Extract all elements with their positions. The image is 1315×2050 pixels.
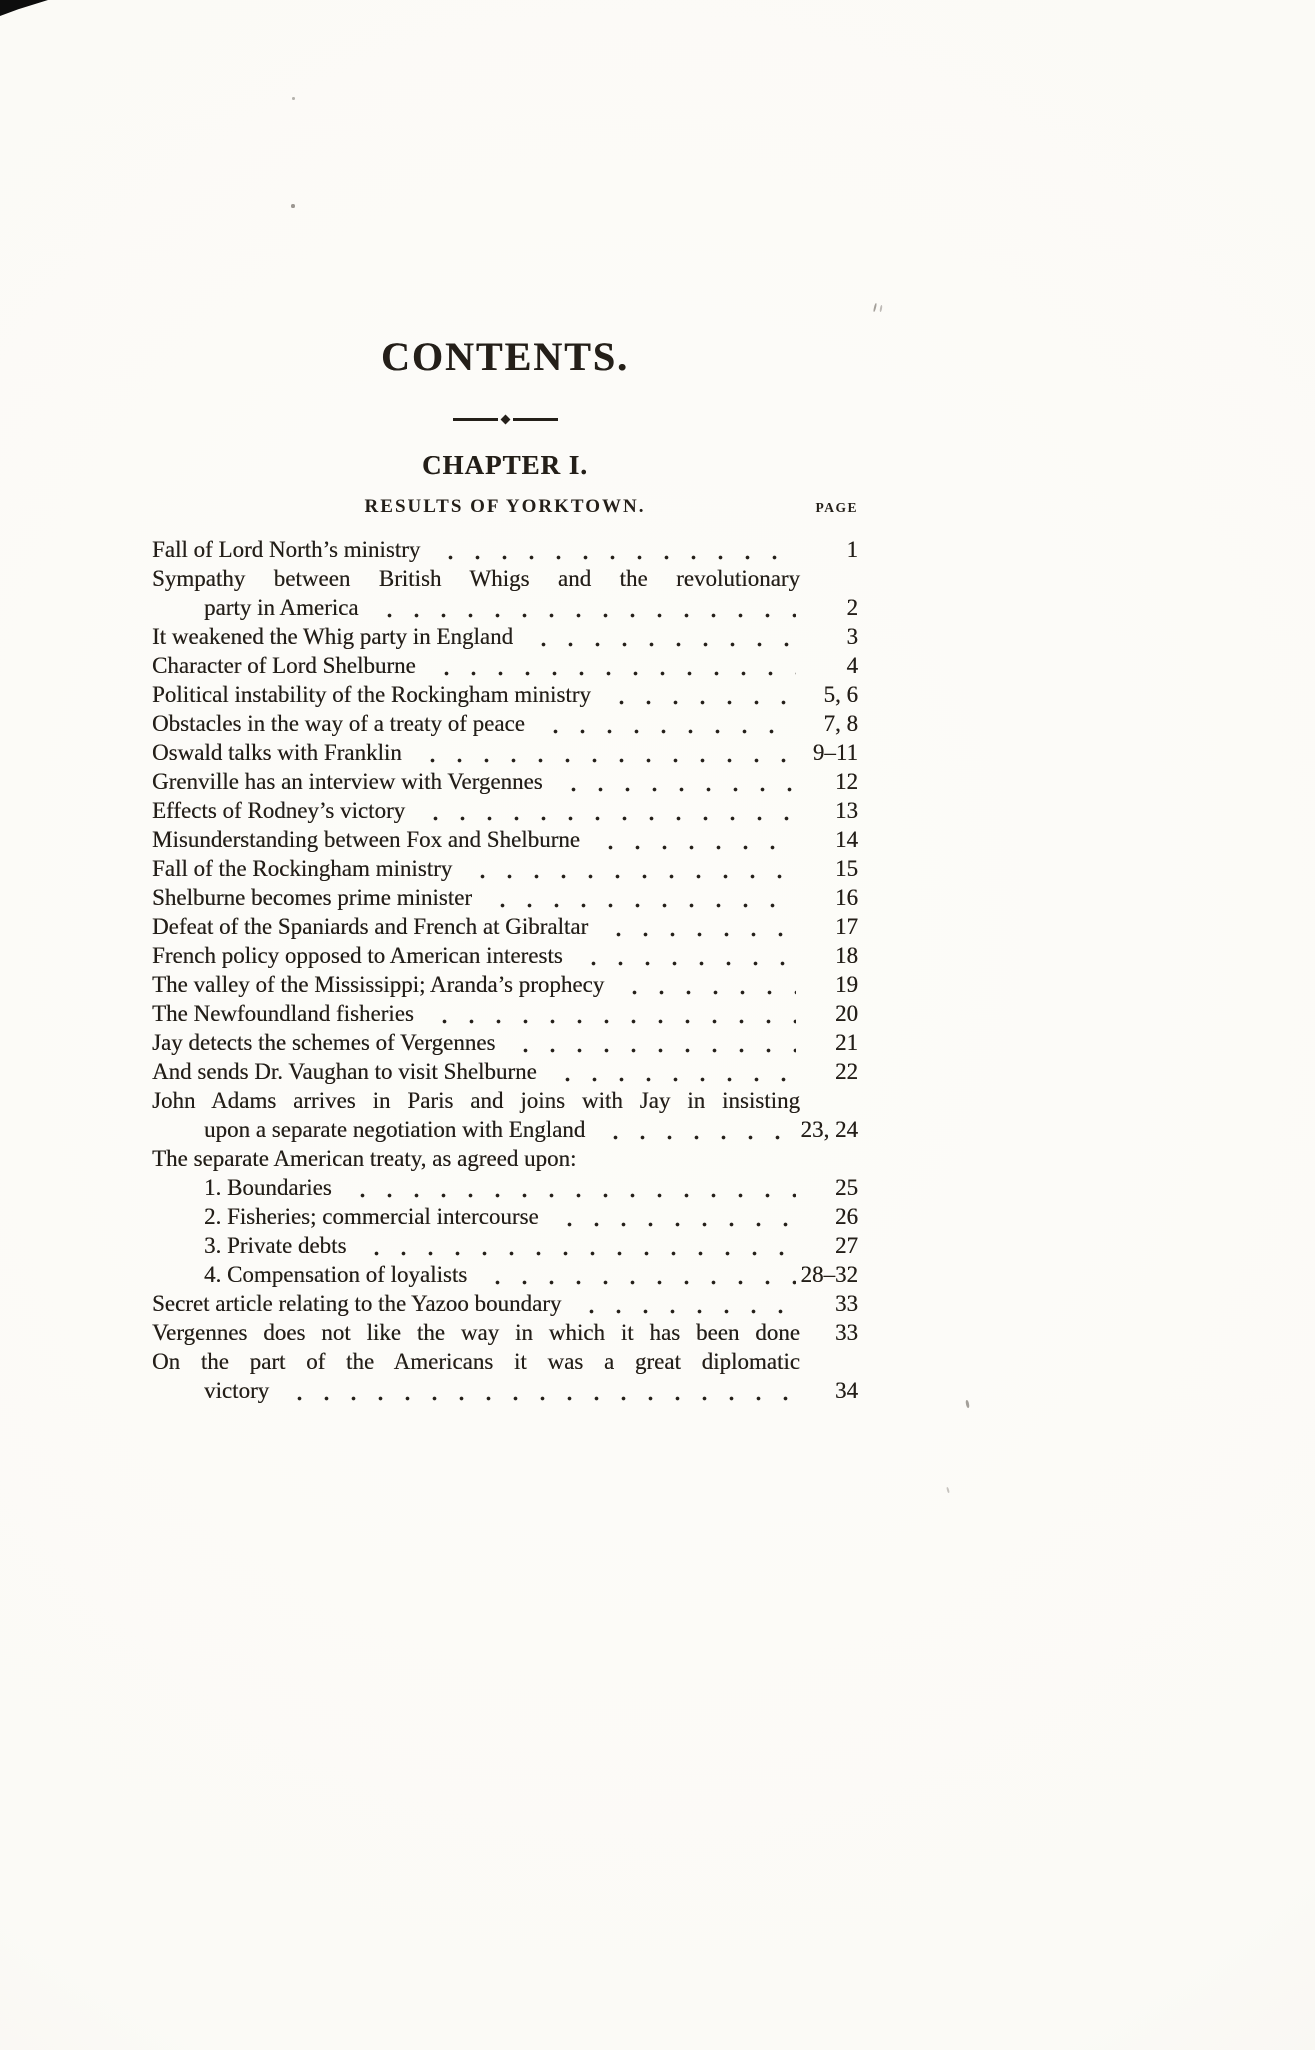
chapter-heading: CHAPTER I. [421, 450, 588, 480]
toc-entry-text: Vergennes does not like the way in which it has been done [152, 1320, 800, 1345]
toc-page-number: 28–32 [800, 1262, 858, 1287]
toc-entry-text: 1. Boundaries [204, 1175, 332, 1200]
toc-page-number: 3 [846, 624, 858, 649]
toc-page-number: 33 [835, 1320, 858, 1345]
toc-entry-text: Grenville has an interview with Vergennes [152, 769, 543, 794]
dot-leader [341, 1173, 796, 1202]
dot-leader [613, 970, 796, 999]
dot-leader [278, 1376, 796, 1405]
toc-page-number: 13 [835, 798, 858, 823]
toc-page-number: 20 [835, 1001, 858, 1026]
dot-leader [552, 767, 796, 796]
toc-entry-line [152, 883, 858, 912]
toc-page-number: 7, 8 [823, 711, 858, 736]
toc-entry-text: John Adams arrives in Paris and joins with Jay in insisting [152, 1088, 800, 1113]
toc-entry-text: Fall of Lord North’s ministry [152, 537, 421, 562]
toc-entry-line [152, 651, 858, 680]
toc-entry-text: The valley of the Mississippi; Aranda’s prophecy [152, 972, 605, 997]
toc-entry-line [152, 622, 858, 651]
dot-leader [423, 999, 796, 1028]
contents-column [152, 0, 858, 1405]
toc-entry-line [152, 1057, 858, 1086]
toc-entry-line [152, 1376, 858, 1405]
toc-page-number: 15 [835, 856, 858, 881]
toc-page-number: 21 [835, 1030, 858, 1055]
toc-entry-line [152, 564, 858, 593]
toc-entry-text: 2. Fisheries; commercial intercourse [204, 1204, 539, 1229]
toc-page-number: 19 [835, 972, 858, 997]
toc-entry-line [152, 825, 858, 854]
toc-entry-line [152, 1028, 858, 1057]
toc-page-number: 17 [835, 914, 858, 939]
divider-rule [453, 418, 498, 421]
toc-entry-line [152, 535, 858, 564]
page-title: CONTENTS. [380, 334, 630, 379]
toc-page-number: 14 [835, 827, 858, 852]
toc-entry-text: Effects of Rodney’s victory [152, 798, 406, 823]
toc-page-number: 27 [835, 1233, 858, 1258]
toc-entry-line [152, 709, 858, 738]
toc-entry-line [152, 941, 858, 970]
dot-leader [572, 941, 796, 970]
toc-page-number: 1 [846, 537, 858, 562]
toc-entry-text: Sympathy between British Whigs and the revolutionary [152, 566, 800, 591]
toc-entry-text: Defeat of the Spaniards and French at Gibraltar [152, 914, 589, 939]
dot-leader [548, 1202, 796, 1231]
dot-leader [429, 535, 796, 564]
section-heading: RESULTS OF YORKTOWN. [364, 496, 646, 517]
toc-page-number: 25 [835, 1175, 858, 1200]
toc-entry-text: The separate American treaty, as agreed upon: [152, 1146, 577, 1171]
toc-entry-text: It weakened the Whig party in England [152, 624, 514, 649]
dot-leader [411, 738, 796, 767]
dot-leader [476, 1260, 796, 1289]
dot-leader [368, 593, 796, 622]
toc-entry-text: Shelburne becomes prime minister [152, 885, 473, 910]
toc-entry-line [152, 1202, 858, 1231]
toc-page-number: 18 [835, 943, 858, 968]
section-row [152, 494, 858, 520]
toc-entry-line [152, 1347, 858, 1376]
toc-entry-line [152, 1173, 858, 1202]
toc-entry-text: Character of Lord Shelburne [152, 653, 416, 678]
scan-speck [965, 1400, 970, 1408]
toc-entry-line [152, 1231, 858, 1260]
toc-page-number: 12 [835, 769, 858, 794]
toc-page-number: 23, 24 [800, 1117, 858, 1142]
toc-entry-text: Fall of the Rockingham ministry [152, 856, 453, 881]
dot-leader [425, 651, 796, 680]
toc-entry-text: French policy opposed to American interests [152, 943, 563, 968]
dot-leader [589, 825, 796, 854]
dot-leader [546, 1057, 796, 1086]
toc-entry-text: 3. Private debts [204, 1233, 347, 1258]
dot-leader [504, 1028, 796, 1057]
toc-entry-text: And sends Dr. Vaughan to visit Shelburne [152, 1059, 537, 1084]
dot-leader [570, 1289, 796, 1318]
dot-leader [522, 622, 796, 651]
toc-entry-line [152, 1318, 858, 1347]
toc-entry-line [152, 912, 858, 941]
toc-entry-line [152, 1086, 858, 1115]
toc-entry-line [152, 999, 858, 1028]
toc-entry-text: 4. Compensation of loyalists [204, 1262, 468, 1287]
scan-corner-mark [0, 0, 48, 16]
toc-entry-text: Jay detects the schemes of Vergennes [152, 1030, 496, 1055]
page-column-label: PAGE [815, 500, 858, 515]
scan-speck [946, 1487, 950, 1493]
toc-entry-text: On the part of the Americans it was a great diplomatic [152, 1349, 800, 1374]
toc-entry-line [152, 738, 858, 767]
scan-speck [879, 305, 882, 312]
toc-page-number: 34 [835, 1378, 858, 1403]
toc-page-number: 5, 6 [823, 682, 858, 707]
toc-entry-text: upon a separate negotiation with England [204, 1117, 586, 1142]
toc-entry-text: Obstacles in the way of a treaty of peace [152, 711, 525, 736]
toc-entry-line [152, 767, 858, 796]
dot-leader [594, 1115, 796, 1144]
toc-page-number: 22 [835, 1059, 858, 1084]
toc-entry-line [152, 680, 858, 709]
diamond-ornament [500, 415, 510, 425]
divider-rule [513, 418, 558, 421]
toc-entry-line [152, 1260, 858, 1289]
dot-leader [481, 883, 796, 912]
toc-entry-text: Political instability of the Rockingham ministry [152, 682, 591, 707]
toc-page-number: 16 [835, 885, 858, 910]
toc-page-number: 33 [835, 1291, 858, 1316]
toc-entry-text: The Newfoundland fisheries [152, 1001, 414, 1026]
toc-page-number: 26 [835, 1204, 858, 1229]
toc-entry-line [152, 1144, 858, 1173]
scan-speck [873, 303, 877, 312]
dot-leader [461, 854, 796, 883]
toc-entry-text: party in America [204, 595, 359, 620]
toc-entry-line [152, 970, 858, 999]
dot-leader [585, 1144, 796, 1173]
toc-page-number: 9–11 [812, 740, 858, 765]
dot-leader [597, 912, 796, 941]
ornament-divider [152, 416, 858, 423]
toc-entry-text: Secret article relating to the Yazoo boundary [152, 1291, 562, 1316]
toc-list [152, 535, 858, 1405]
toc-page-number: 4 [846, 653, 858, 678]
toc-entry-line [152, 593, 858, 622]
toc-entry-line [152, 1115, 858, 1144]
dot-leader [534, 709, 796, 738]
toc-entry-line [152, 796, 858, 825]
toc-entry-text: Oswald talks with Franklin [152, 740, 402, 765]
toc-entry-line [152, 1289, 858, 1318]
toc-page-number: 2 [846, 595, 858, 620]
dot-leader [600, 680, 796, 709]
dot-leader [414, 796, 796, 825]
toc-entry-text: Misunderstanding between Fox and Shelburne [152, 827, 580, 852]
dot-leader [355, 1231, 796, 1260]
toc-entry-line [152, 854, 858, 883]
toc-entry-text: victory [204, 1378, 270, 1403]
